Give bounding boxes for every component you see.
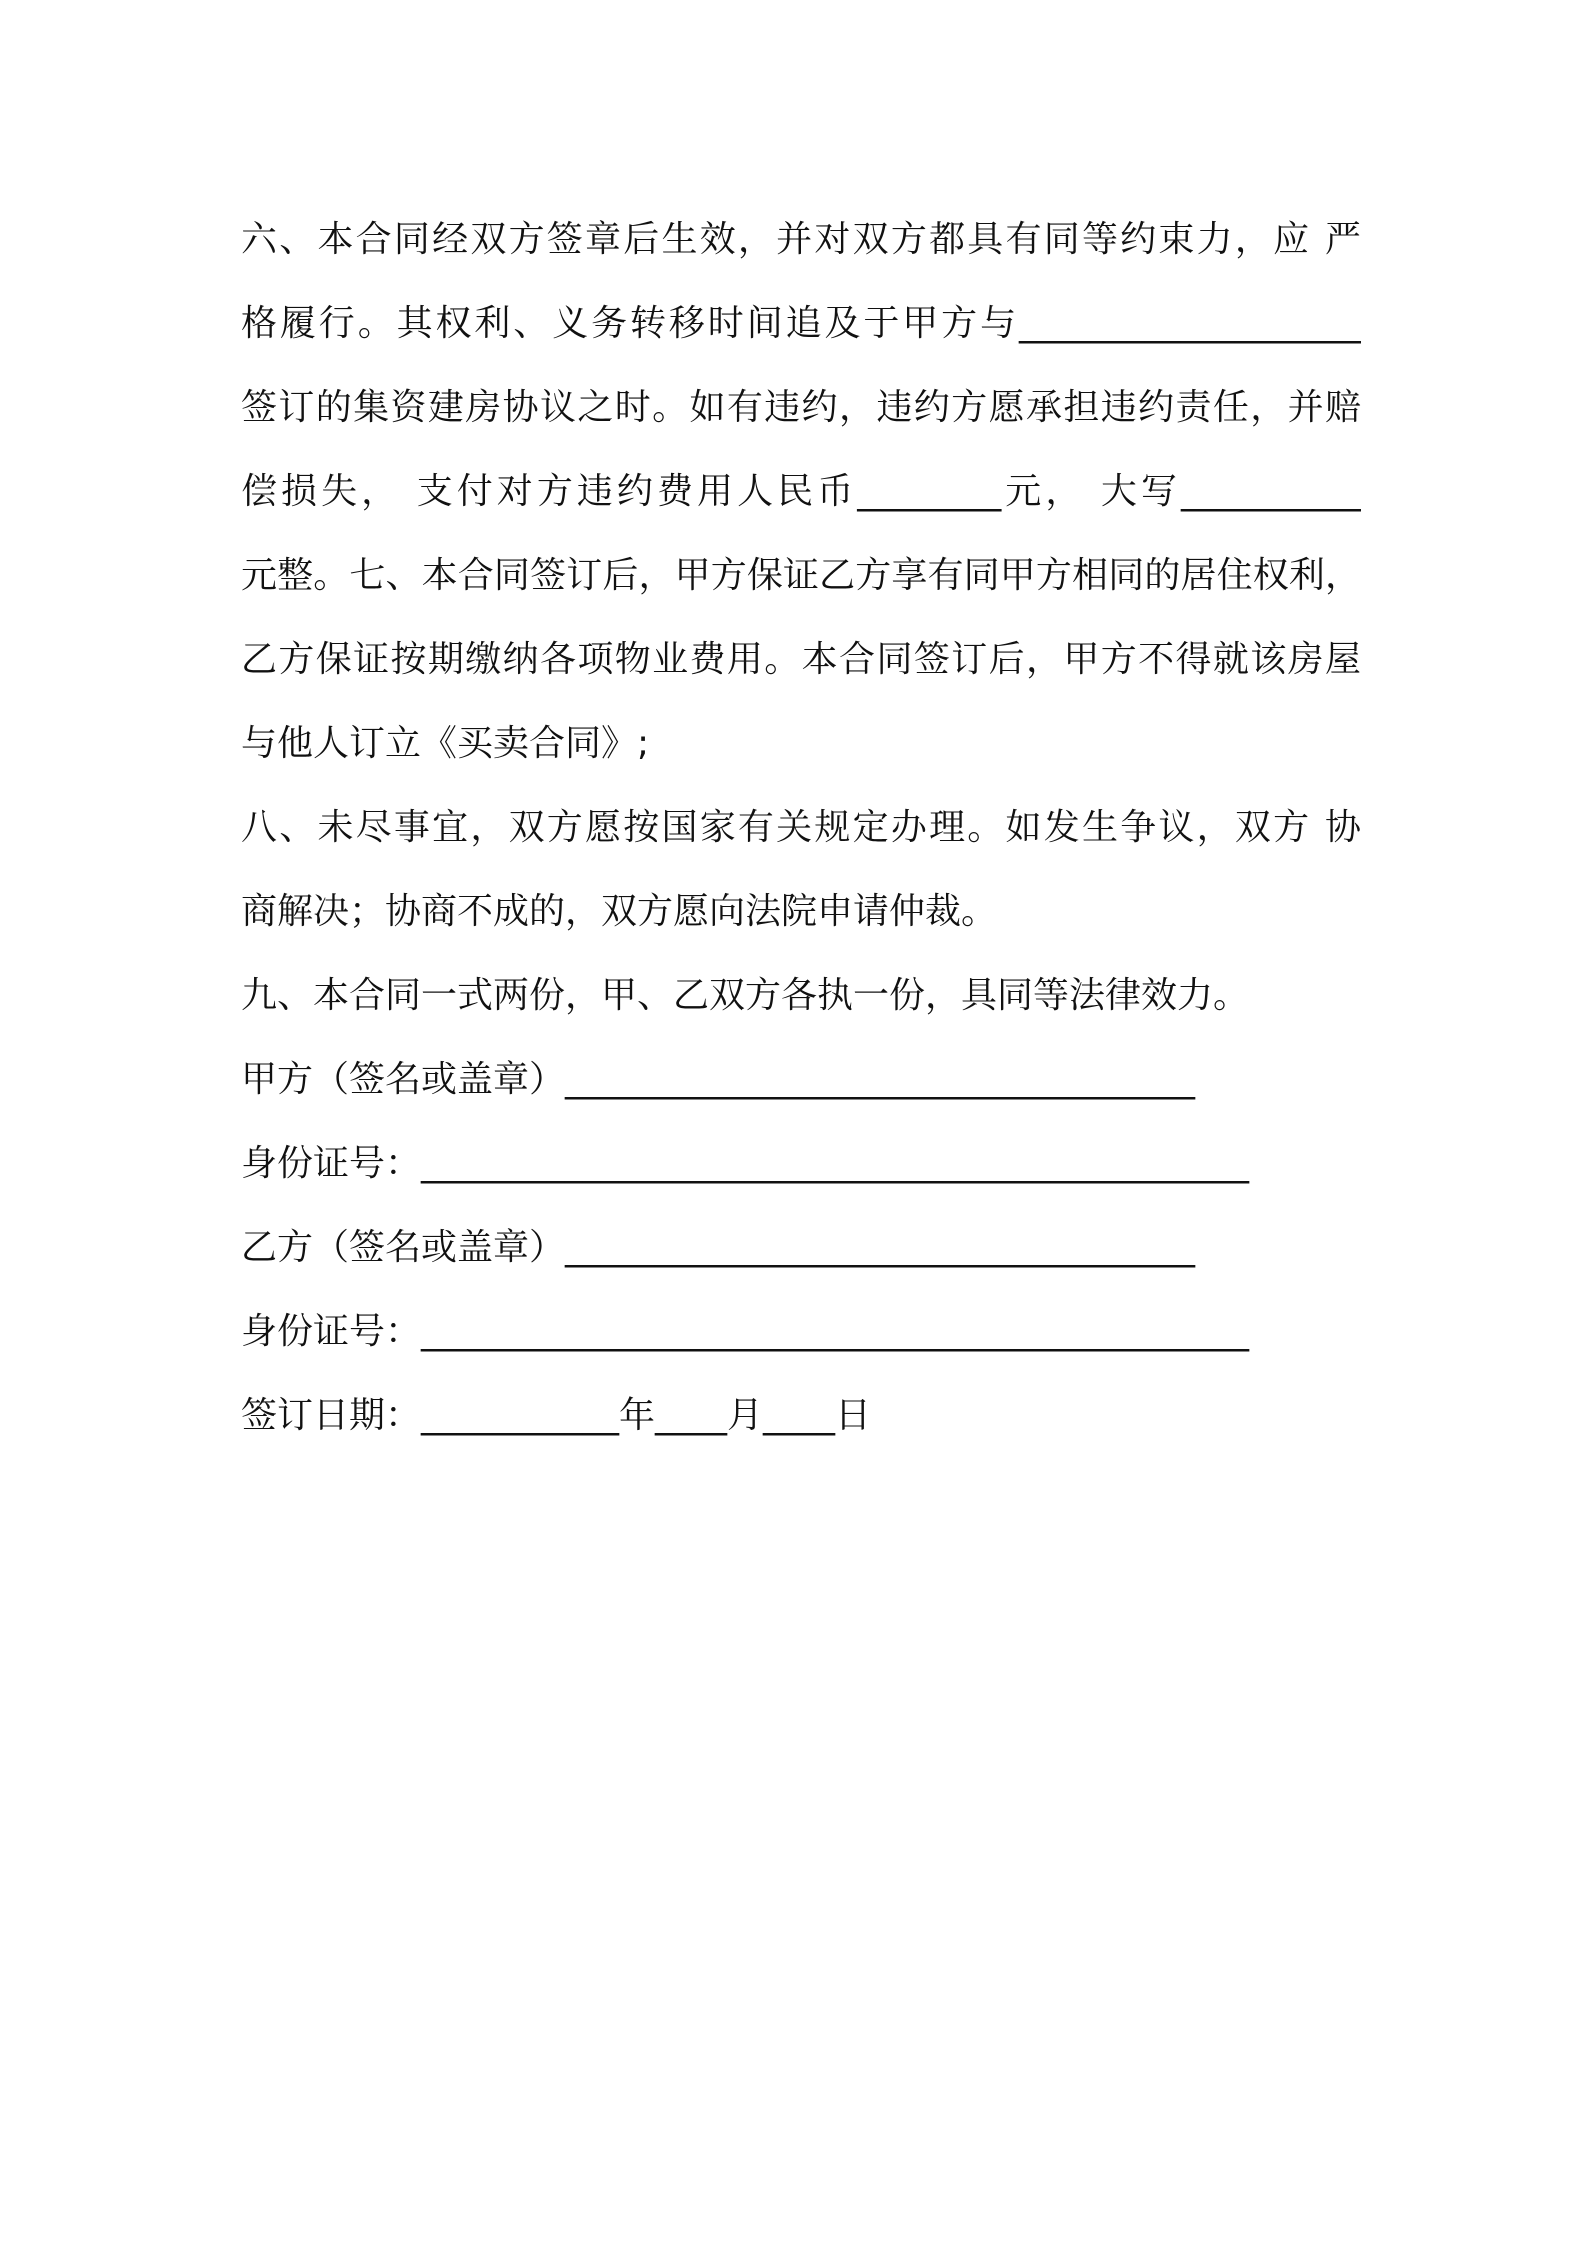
- contract-body: [241, 198, 1361, 1458]
- party-b-signature-line: 乙方（签名或盖章）___________________________________: [241, 1227, 1196, 1268]
- clause-7-line-3: 与他人订立《买卖合同》;: [241, 723, 650, 764]
- clause-6-line-4: 偿损失， 支付对方违约费用人民币________元， 大写__________: [241, 471, 1361, 512]
- party-a-signature-line: 甲方（签名或盖章）___________________________________: [241, 1059, 1196, 1100]
- clause-8-line-2: 商解决；协商不成的，双方愿向法院申请仲裁。: [241, 891, 998, 932]
- party-a-id-line: 身份证号：______________________________________________: [241, 1143, 1250, 1184]
- clause-8-line-1: 八、未尽事宜，双方愿按国家有关规定办理。如发生争议，双方 协: [241, 807, 1361, 848]
- clause-7-line-1: 元整。七、本合同签订后，甲方保证乙方享有同甲方相同的居住权利，: [241, 555, 1361, 596]
- signing-date-line: 签订日期：___________年____月____日: [241, 1395, 872, 1436]
- party-b-id-line: 身份证号：______________________________________________: [241, 1311, 1250, 1352]
- clause-6-line-1: 六、本合同经双方签章后生效，并对双方都具有同等约束力，应 严: [241, 219, 1361, 260]
- clause-7-line-2: 乙方保证按期缴纳各项物业费用。本合同签订后，甲方不得就该房屋: [241, 639, 1361, 680]
- clause-6-line-3: 签订的集资建房协议之时。如有违约，违约方愿承担违约责任，并赔: [241, 387, 1361, 428]
- clause-6-line-2: 格履行。其权利、义务转移时间追及于甲方与___________________: [241, 303, 1361, 344]
- clause-9-line-1: 九、本合同一式两份，甲、乙双方各执一份，具同等法律效力。: [241, 975, 1250, 1016]
